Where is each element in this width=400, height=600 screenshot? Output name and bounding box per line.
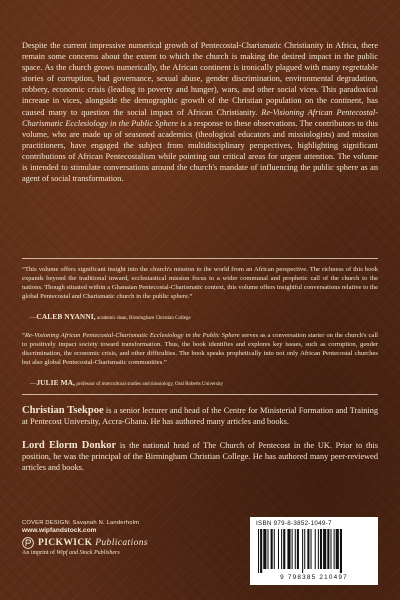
description-part-1: Despite the current impressive numerical growth of Pentecostal-Charismatic Christianity in Africa, there remain some concerns about the extent to which the church is making the desired impact in the public space. As the church grows numerically, the African continent is ironically plagued with many regrettable stories of corruption, bad governance, sexual abuse, gender discrimination, environmental degradation, robbery, economic crisis (leading to poverty and hunger), wars, and other social vices. This paradoxical increase in vices, alongside the demographic growth of the Christian population on the continent, has caused many to question the social impact of African Christianity.: [22, 41, 378, 117]
publisher-name: [22, 537, 222, 549]
barcode-digits: 9 798385 210497: [280, 574, 348, 581]
barcode-bar: [274, 529, 275, 569]
barcode-bar: [311, 529, 312, 569]
barcode-bar: [260, 529, 262, 573]
barcode-bar: [330, 529, 331, 569]
barcode-bar: [340, 529, 342, 573]
barcode-bar: [315, 529, 316, 569]
imprint-publisher: Wipf and Stock Publishers: [56, 550, 120, 556]
editor-1-bio-text: is a senior lecturer and head of the Centre for Ministerial Formation and Training at Pentecost University, Accra-Ghana. He has authored many articles and books.: [22, 406, 378, 427]
publisher-prefix: PICKWICK: [38, 538, 93, 548]
description-part-2: is a response to these observations. The contributors to this volume, who are made up of seasoned academics (theological educators and missiologists) and mission practitioners, have engaged the subject from multidisciplinary perspectives, highlighting significant contributions of African Pentecostalism while pointing out critical areas for urgent attention. The volume is intended to stimulate conversations around the church's mandate of influencing the public sphere as an agent of social transformation.: [22, 118, 379, 184]
barcode-bar: [318, 529, 319, 569]
editor-bio-2: [22, 440, 378, 473]
divider-bottom: [22, 394, 378, 395]
barcode-bar: [307, 529, 309, 569]
endorsement-2-name: JULIE MA,: [36, 378, 76, 387]
imprint-prefix: An imprint of: [22, 550, 57, 556]
endorsement-2-attribution: [30, 378, 378, 389]
barcode-bar: [323, 529, 326, 569]
editor-2-name: Lord Elorm Donkor: [22, 440, 117, 451]
barcode-bar: [267, 529, 268, 569]
divider-top: [22, 258, 378, 259]
barcode-bar: [295, 529, 296, 569]
isbn-label: ISBN 979-8-3852-1049-7: [256, 520, 332, 527]
isbn-barcode: [250, 517, 378, 585]
endorsement-2-quote: [22, 331, 378, 367]
barcode-bar: [287, 529, 290, 569]
description-book-title: Re-Visioning African Pentecostal-Charismatic Ecclesiology in the Public Sphere: [22, 107, 378, 128]
endorsement-1-role: academic dean, Birmingham Christian College: [95, 316, 191, 321]
barcode-bar: [292, 529, 293, 569]
book-description: [22, 40, 378, 184]
barcode-bar: [263, 529, 266, 569]
barcode-bar: [278, 529, 279, 569]
barcode-bar: [281, 529, 282, 569]
publisher-suffix: Publications: [95, 538, 149, 548]
barcode-bar: [320, 529, 322, 569]
barcode-bar: [334, 529, 335, 569]
endorsement-2-role: professor of intercultural studies and missiology, Oral Roberts University: [75, 382, 224, 387]
endorsement-2-open-quote: “: [22, 332, 25, 339]
endorsement-2-dash: —: [30, 380, 37, 387]
publisher-website: www.wipfandstock.com: [22, 527, 97, 534]
barcode-bar: [336, 529, 339, 569]
publisher-credits: [22, 520, 222, 556]
editor-2-bio-text: is the national head of The Church of Pentecost in the UK. Prior to this position, he was the principal of the Birmingham Christian College. He has authored many peer-reviewed articles and books.: [22, 441, 378, 473]
barcode-bar: [271, 529, 273, 569]
barcode-bar: [304, 529, 305, 569]
barcode-bar: [297, 529, 299, 569]
pickwick-logo-icon: [22, 537, 34, 549]
imprint-line: [22, 550, 222, 556]
endorsement-2-book-title: Re-Visioning African Pentecostal-Charismatic Ecclesiology in the Public Sphere: [24, 332, 240, 339]
editor-bio-1: [22, 405, 378, 427]
endorsement-2-quote-text: serves as a conversation starter on the church's call to positively impact society toward transformation. Thus, the book identifies and explores key issues, such as corruption, gender discrimination, the economic crisis, and other difficulties. The book speaks prophetically into not only African Pentecostal churches but also global Pentecostal-Charismatic communities.”: [22, 332, 378, 366]
editor-1-name: Christian Tsekpoe: [22, 405, 104, 416]
barcode-bar: [283, 529, 285, 569]
barcode-bar: [302, 529, 303, 573]
cover-design-credit: COVER DESIGN: Savanah N. Landerholm: [22, 520, 140, 526]
endorsement-1-quote: “This volume offers significant insight into the church's mission to the world from an African perspective. The richness of this book expands beyond the traditional inward, ecclesiastical mission focus to a wider communal and prophetic call of the church to the nations. Though situated within a Ghanaian Pentecostal-Charismatic context, this volume offers insightful conversations relative to the global Pentecostal and Charismatic church in the public sphere.”: [22, 266, 378, 300]
endorsement-1-attribution: [30, 312, 378, 323]
barcode-bars-icon: [254, 529, 374, 573]
endorsement-1-dash: —: [30, 314, 37, 321]
endorsement-1-name: CALEB NYANNI,: [36, 312, 96, 321]
barcode-bar: [258, 529, 259, 573]
barcode-bar: [327, 529, 329, 569]
